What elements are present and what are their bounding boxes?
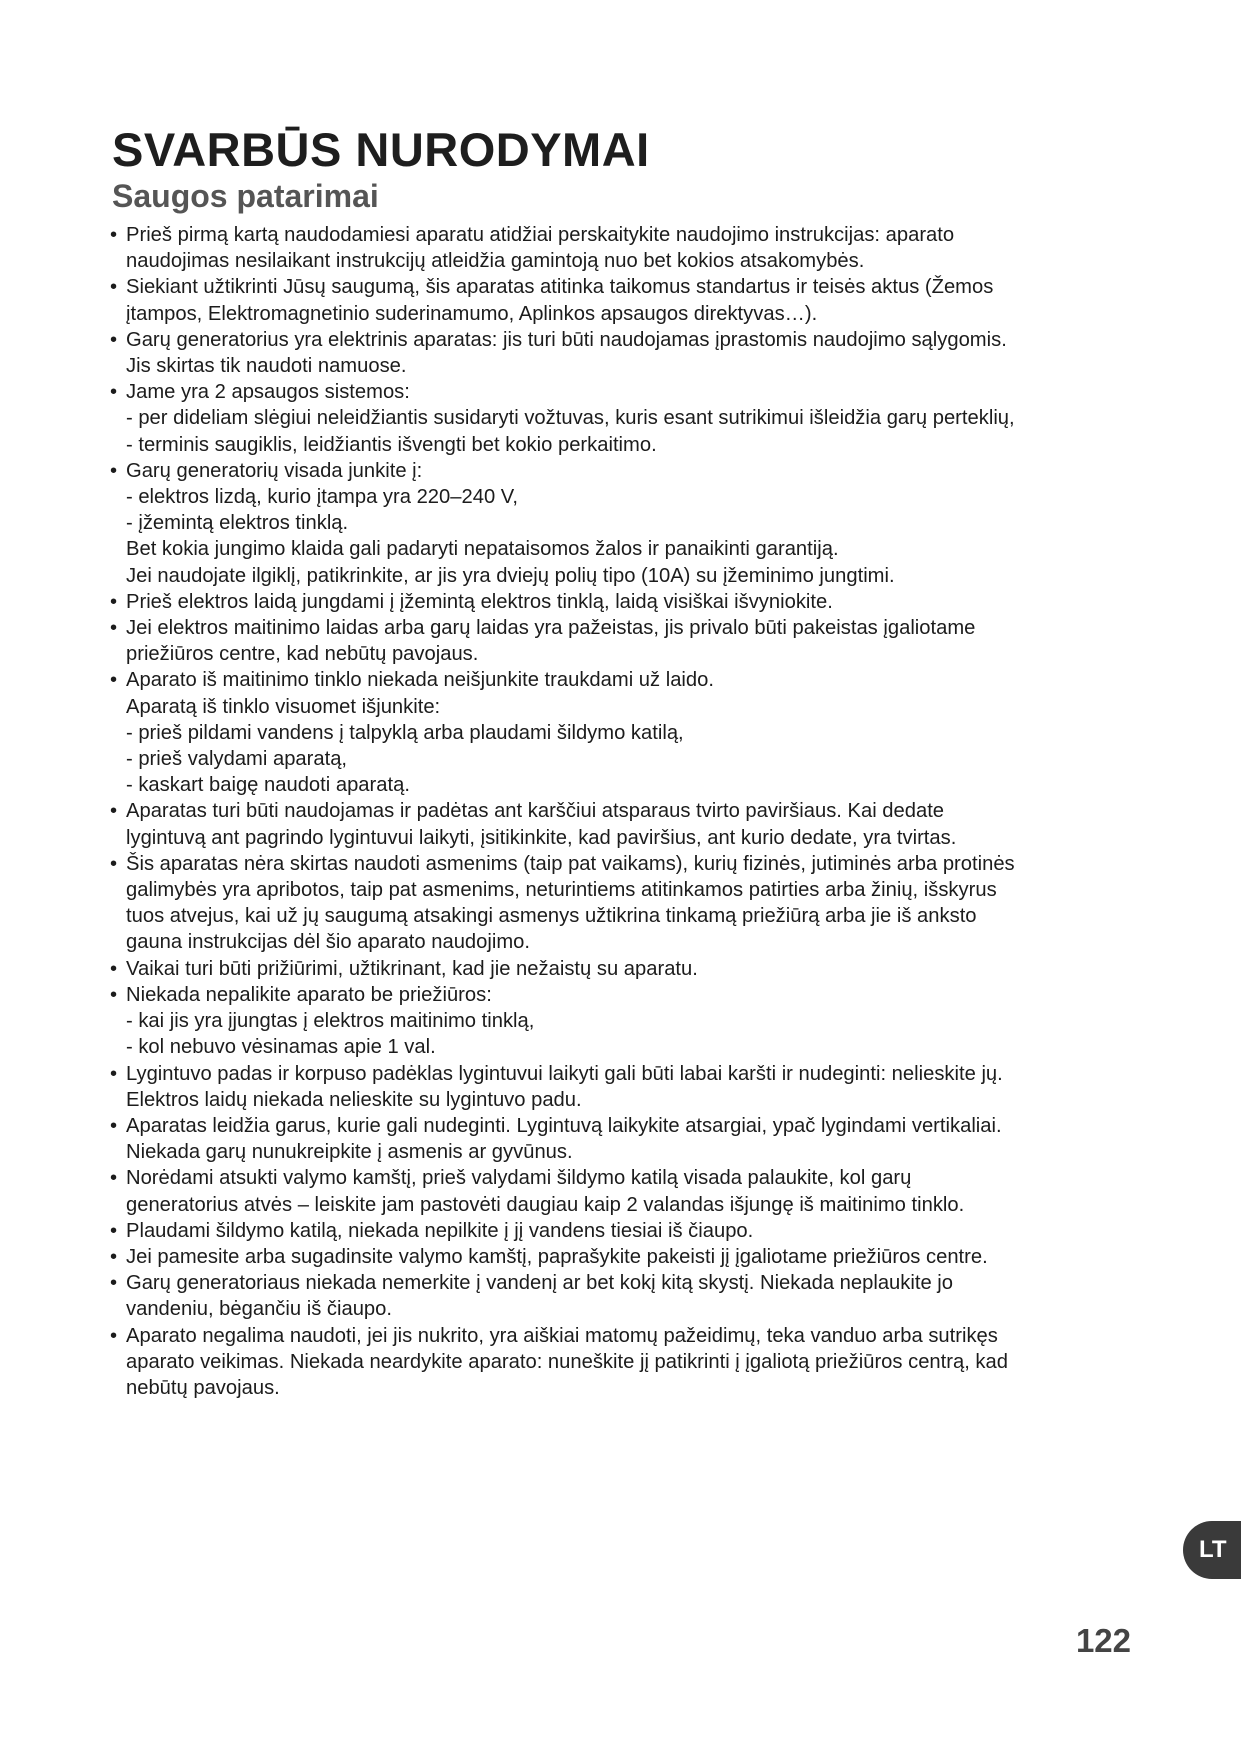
list-item-line: lygintuvą ant pagrindo lygintuvui laikyti, įsitikinkite, kad paviršius, ant kurio dedate, yra tvirtas.: [126, 826, 957, 849]
list-item-line: Jame yra 2 apsaugos sistemos:: [126, 381, 410, 404]
list-item-line: Aparato iš maitinimo tinklo niekada neišjunkite traukdami už laido.: [126, 669, 714, 692]
list-item-line: Jei pamesite arba sugadinsite valymo kamštį, paprašykite pakeisti jį įgaliotame priežiūros centre.: [126, 1245, 988, 1268]
list-item-line: Aparatą iš tinklo visuomet išjunkite:: [126, 695, 441, 718]
list-item: [110, 851, 1130, 956]
list-item-line: nebūtų pavojaus.: [126, 1376, 280, 1399]
list-item-line: generatorius atvės – leiskite jam pastovėti daugiau kaip 2 valandas išjungę iš maitinimo tinklo.: [126, 1193, 965, 1216]
list-item-line: - per dideliam slėgiui neleidžiantis susidaryti vožtuvas, kuris esant sutrikimui išleidžia garų perteklių,: [126, 407, 1015, 430]
list-item-line: - kaskart baigę naudoti aparatą.: [126, 774, 410, 797]
list-item: [110, 1244, 1130, 1270]
list-item-line: Garų generatorius yra elektrinis aparatas: jis turi būti naudojamas įprastomis naudojimo sąlygomis.: [126, 328, 1007, 351]
list-item: [110, 1218, 1130, 1244]
list-item-line: Niekada nepalikite aparato be priežiūros:: [126, 983, 492, 1006]
list-item: [110, 798, 1130, 850]
list-item-line: įtampos, Elektromagnetinio suderinamumo, Aplinkos apsaugos direktyvas…).: [126, 302, 818, 325]
list-item-line: Garų generatoriaus niekada nemerkite į vandenį ar bet kokį kitą skystį. Niekada neplaukite jo: [126, 1272, 954, 1295]
bullet-marker: •: [110, 459, 118, 482]
list-item: [110, 589, 1130, 615]
bullet-marker: •: [110, 957, 118, 980]
list-item: [110, 1165, 1130, 1217]
list-item-line: - elektros lizdą, kurio įtampa yra 220–240 V,: [126, 486, 518, 509]
list-item: [110, 1270, 1130, 1322]
list-item-line: vandeniu, bėgančiu iš čiaupo.: [126, 1298, 392, 1321]
list-item-line: - prieš pildami vandens į talpyklą arba plaudami šildymo katilą,: [126, 721, 684, 744]
bullet-marker: •: [110, 381, 118, 404]
list-item: [110, 274, 1130, 326]
safety-instructions-list: [110, 222, 1130, 1401]
list-item-line: aparato veikimas. Niekada neardykite aparato: nuneškite jį patikrinti į įgaliotą priežiūros centrą, kad: [126, 1350, 1008, 1373]
list-item-line: naudojimas nesilaikant instrukcijų atleidžia gamintoją nuo bet kokios atsakomybės.: [126, 250, 865, 273]
list-item-line: Aparatas turi būti naudojamas ir padėtas ant karščiui atsparaus tvirto paviršiaus. Kai dedate: [126, 800, 945, 823]
list-item-line: Šis aparatas nėra skirtas naudoti asmenims (taip pat vaikams), kurių fizinės, jutiminės arba protinės: [126, 852, 1015, 875]
bullet-marker: •: [110, 590, 118, 613]
list-item-line: Jei elektros maitinimo laidas arba garų laidas yra pažeistas, jis privalo būti pakeistas įgaliotame: [126, 617, 976, 640]
list-item-line: Niekada garų nunukreipkite į asmenis ar gyvūnus.: [126, 1141, 573, 1164]
list-item: [110, 956, 1130, 982]
list-item-line: Elektros laidų niekada nelieskite su lygintuvo padu.: [126, 1088, 582, 1111]
list-item: [110, 1113, 1130, 1165]
list-item-line: - terminis saugiklis, leidžiantis išvengti bet kokio perkaitimo.: [126, 433, 657, 456]
bullet-marker: •: [110, 617, 118, 640]
list-item-line: Aparatas leidžia garus, kurie gali nudeginti. Lygintuvą laikykite atsargiai, ypač lygindami vertikaliai.: [126, 1114, 1002, 1137]
bullet-marker: •: [110, 983, 118, 1006]
list-item: [110, 667, 1130, 798]
list-item-line: - prieš valydami aparatą,: [126, 748, 348, 771]
list-item-line: Prieš elektros laidą jungdami į įžemintą elektros tinklą, laidą visiškai išvyniokite.: [126, 590, 833, 613]
bullet-marker: •: [110, 1272, 118, 1295]
list-item-line: gauna instrukcijas dėl šio aparato naudojimo.: [126, 931, 530, 954]
list-item-line: Vaikai turi būti prižiūrimi, užtikrinant, kad jie nežaistų su aparatu.: [126, 957, 698, 980]
bullet-marker: •: [110, 1062, 118, 1085]
list-item-line: galimybės yra apribotos, taip pat asmenims, neturintiems atitinkamos patirties arba žinių, išskyrus: [126, 879, 997, 902]
bullet-marker: •: [110, 276, 118, 299]
page-title: SVARBŪS NURODYMAI: [112, 123, 650, 176]
list-item-line: Prieš pirmą kartą naudodamiesi aparatu atidžiai perskaitykite naudojimo instrukcijas: aparato: [126, 224, 955, 246]
bullet-marker: •: [110, 1167, 118, 1190]
list-item-line: Garų generatorių visada junkite į:: [126, 459, 423, 482]
list-item-line: - įžemintą elektros tinklą.: [126, 512, 349, 535]
section-subtitle: Saugos patarimai: [112, 178, 379, 214]
list-item-line: Lygintuvo padas ir korpuso padėklas lygintuvui laikyti gali būti labai karšti ir nudeginti: nelieskite jų.: [126, 1062, 1003, 1085]
language-tab: LT: [1183, 1521, 1241, 1579]
bullet-marker: •: [110, 800, 118, 823]
list-item: [110, 1061, 1130, 1113]
bullet-marker: •: [110, 1219, 118, 1242]
page-number: 122: [1075, 1622, 1131, 1659]
bullet-marker: •: [110, 1324, 118, 1347]
list-item-line: Plaudami šildymo katilą, niekada nepilkite į jį vandens tiesiai iš čiaupo.: [126, 1219, 754, 1242]
list-item: [110, 222, 1130, 274]
list-item-line: Jei naudojate ilgiklį, patikrinkite, ar jis yra dviejų polių tipo (10A) su įžeminimo jungtimi.: [126, 564, 895, 587]
list-item-line: priežiūros centre, kad nebūtų pavojaus.: [126, 643, 479, 666]
list-item: [110, 458, 1130, 589]
bullet-marker: •: [110, 1245, 118, 1268]
list-item-line: - kol nebuvo vėsinamas apie 1 val.: [126, 1036, 436, 1059]
list-item: [110, 1323, 1130, 1402]
list-item: [110, 982, 1130, 1061]
list-item: [110, 327, 1130, 379]
bullet-marker: •: [110, 328, 118, 351]
list-item-line: tuos atvejus, kai už jų saugumą atsakingi asmenys užtikrina tinkamą priežiūrą arba jie iš anksto: [126, 905, 977, 928]
list-item-line: - kai jis yra įjungtas į elektros maitinimo tinklą,: [126, 1010, 535, 1033]
list-item-line: Bet kokia jungimo klaida gali padaryti nepataisomos žalos ir panaikinti garantiją.: [126, 538, 839, 561]
bullet-marker: •: [110, 1114, 118, 1137]
list-item-line: Jis skirtas tik naudoti namuose.: [126, 355, 407, 378]
list-item-line: Siekiant užtikrinti Jūsų saugumą, šis aparatas atitinka taikomus standartus ir teisės aktus (Žemos: [126, 276, 994, 299]
bullet-marker: •: [110, 224, 118, 246]
list-item-line: Norėdami atsukti valymo kamštį, prieš valydami šildymo katilą visada palaukite, kol garų: [126, 1167, 912, 1190]
list-item: [110, 615, 1130, 667]
list-item-line: Aparato negalima naudoti, jei jis nukrito, yra aiškiai matomų pažeidimų, teka vanduo arba sutrikęs: [126, 1324, 998, 1347]
bullet-marker: •: [110, 852, 118, 875]
list-item: [110, 379, 1130, 458]
bullet-marker: •: [110, 669, 118, 692]
